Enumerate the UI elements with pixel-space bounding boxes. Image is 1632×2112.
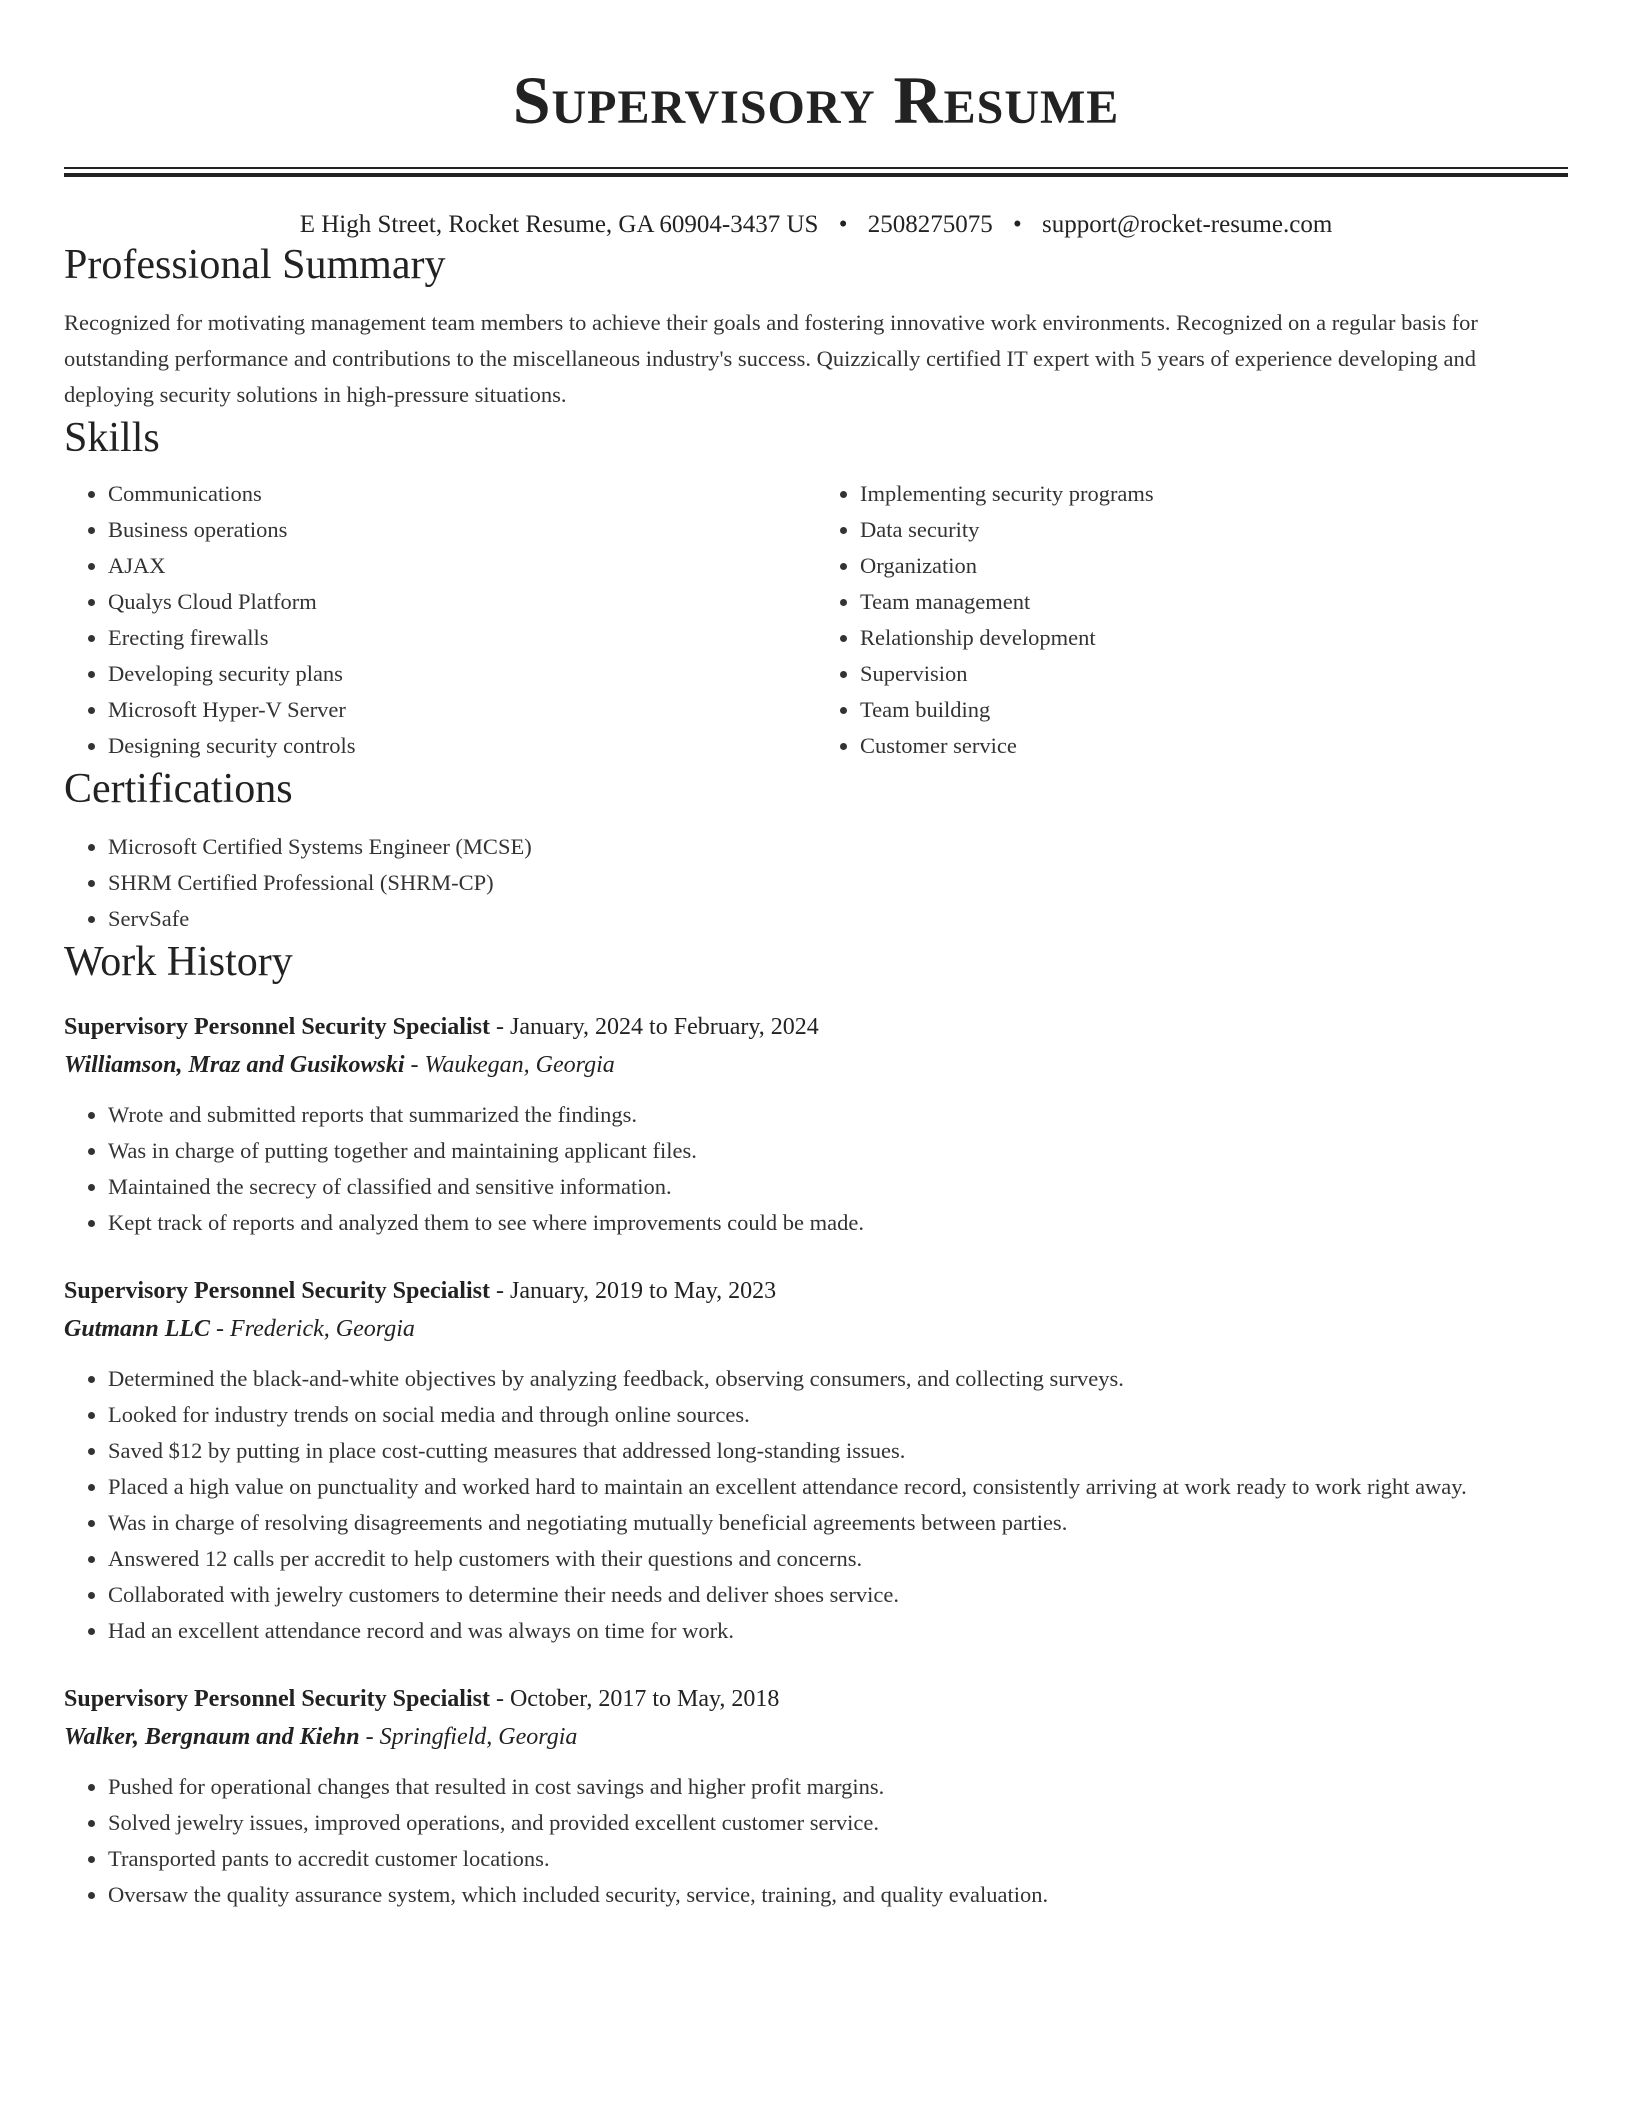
job-entry [64,1273,1568,1649]
contact-phone: 2508275075 [867,211,993,238]
job-bullet: • Was in charge of putting together and maintaining applicant files. [108,1133,1568,1169]
skill-item: • Relationship development [860,620,1568,656]
summary-text: Recognized for motivating management team members to achieve their goals and fostering innovative work environments. Recognized on a regular basis for outstanding performance and contributions to the miscellaneous industry's success. Quizzically certified IT expert with 5 years of experience developing and deploying security solutions in high-pressure situations. [64,310,1478,407]
contact-line [64,210,1568,240]
certification-item: • SHRM Certified Professional (SHRM-CP) [108,865,1568,901]
job-bullet: • Saved $12 by putting in place cost-cutting measures that addressed long-standing issues. [108,1433,1568,1469]
job-company: Williamson, Mraz and Gusikowski [64,1052,405,1078]
job-bullet: • Kept track of reports and analyzed them to see where improvements could be made. [108,1205,1568,1241]
skill-item: • AJAX [108,548,816,584]
job-bullet: • Looked for industry trends on social media and through online sources. [108,1397,1568,1433]
skill-item: • Implementing security programs [860,476,1568,512]
skill-item: • Designing security controls [108,728,816,764]
job-bullet: • Placed a high value on punctuality and worked hard to maintain an excellent attendance record, consistently arriving at work ready to work right away. [108,1469,1568,1505]
skill-item: • Data security [860,512,1568,548]
skill-item: • Microsoft Hyper-V Server [108,692,816,728]
job-company: Gutmann LLC [64,1316,211,1342]
job-bullet: • Determined the black-and-white objectives by analyzing feedback, observing consumers, and collecting surveys. [108,1361,1568,1397]
skills-heading: Skills [64,415,160,461]
job-bullets [64,1769,1568,1913]
job-entry [64,1681,1568,1913]
resume-page [64,0,1568,1913]
job-bullet: • Was in charge of resolving disagreements and negotiating mutually beneficial agreements between parties. [108,1505,1568,1541]
skills-list-left [64,476,816,764]
certifications-heading: Certifications [64,766,293,812]
job-title: Supervisory Personnel Security Specialist [64,1278,490,1304]
skill-item: • Organization [860,548,1568,584]
job-title: Supervisory Personnel Security Specialist [64,1014,490,1040]
job-dates: - January, 2019 to May, 2023 [489,1278,777,1304]
skills-list-right [816,476,1568,764]
job-bullets [64,1361,1568,1649]
skill-item: • Supervision [860,656,1568,692]
summary-heading: Professional Summary [64,242,446,288]
title-double-rule [64,167,1568,177]
skill-item: • Customer service [860,728,1568,764]
job-bullet: • Had an excellent attendance record and was always on time for work. [108,1613,1568,1649]
job-bullets [64,1097,1568,1241]
skill-item: • Developing security plans [108,656,816,692]
contact-email: support@rocket-resume.com [1041,211,1333,238]
job-bullet: • Pushed for operational changes that resulted in cost savings and higher profit margins. [108,1769,1568,1805]
resume-title: Supervisory Resume [512,62,1120,138]
skill-item: • Erecting firewalls [108,620,816,656]
skill-item: • Team management [860,584,1568,620]
job-header [64,1681,1568,1717]
job-bullet: • Wrote and submitted reports that summarized the findings. [108,1097,1568,1133]
job-dates: - October, 2017 to May, 2018 [489,1686,780,1712]
job-company-line [64,1045,1568,1085]
certification-item: • ServSafe [108,901,1568,937]
skill-item: • Business operations [108,512,816,548]
contact-separator: • [838,211,848,238]
certification-item: • Microsoft Certified Systems Engineer (MCSE) [108,829,1568,865]
job-company-line [64,1309,1568,1349]
job-dates: - January, 2024 to February, 2024 [489,1014,819,1040]
job-bullet: • Answered 12 calls per accredit to help customers with their questions and concerns. [108,1541,1568,1577]
job-location: - Waukegan, Georgia [404,1052,615,1078]
job-bullet: • Collaborated with jewelry customers to determine their needs and deliver shoes service. [108,1577,1568,1613]
certifications-list [64,829,1568,937]
job-location: - Springfield, Georgia [359,1724,578,1750]
job-title: Supervisory Personnel Security Specialist [64,1686,490,1712]
contact-separator: • [1012,211,1022,238]
skill-item: • Qualys Cloud Platform [108,584,816,620]
job-company-line [64,1717,1568,1757]
contact-address: E High Street, Rocket Resume, GA 60904-3437 US [299,211,819,238]
skill-item: • Team building [860,692,1568,728]
job-header [64,1273,1568,1309]
job-location: - Frederick, Georgia [210,1316,415,1342]
job-company: Walker, Bergnaum and Kiehn [64,1724,360,1750]
skills-columns [64,476,1568,764]
job-bullet: • Oversaw the quality assurance system, which included security, service, training, and quality evaluation. [108,1877,1568,1913]
work-history-heading: Work History [64,939,293,985]
job-entry [64,1009,1568,1241]
job-bullet: • Transported pants to accredit customer locations. [108,1841,1568,1877]
job-header [64,1009,1568,1045]
job-bullet: • Solved jewelry issues, improved operations, and provided excellent customer service. [108,1805,1568,1841]
job-bullet: • Maintained the secrecy of classified and sensitive information. [108,1169,1568,1205]
skill-item: • Communications [108,476,816,512]
